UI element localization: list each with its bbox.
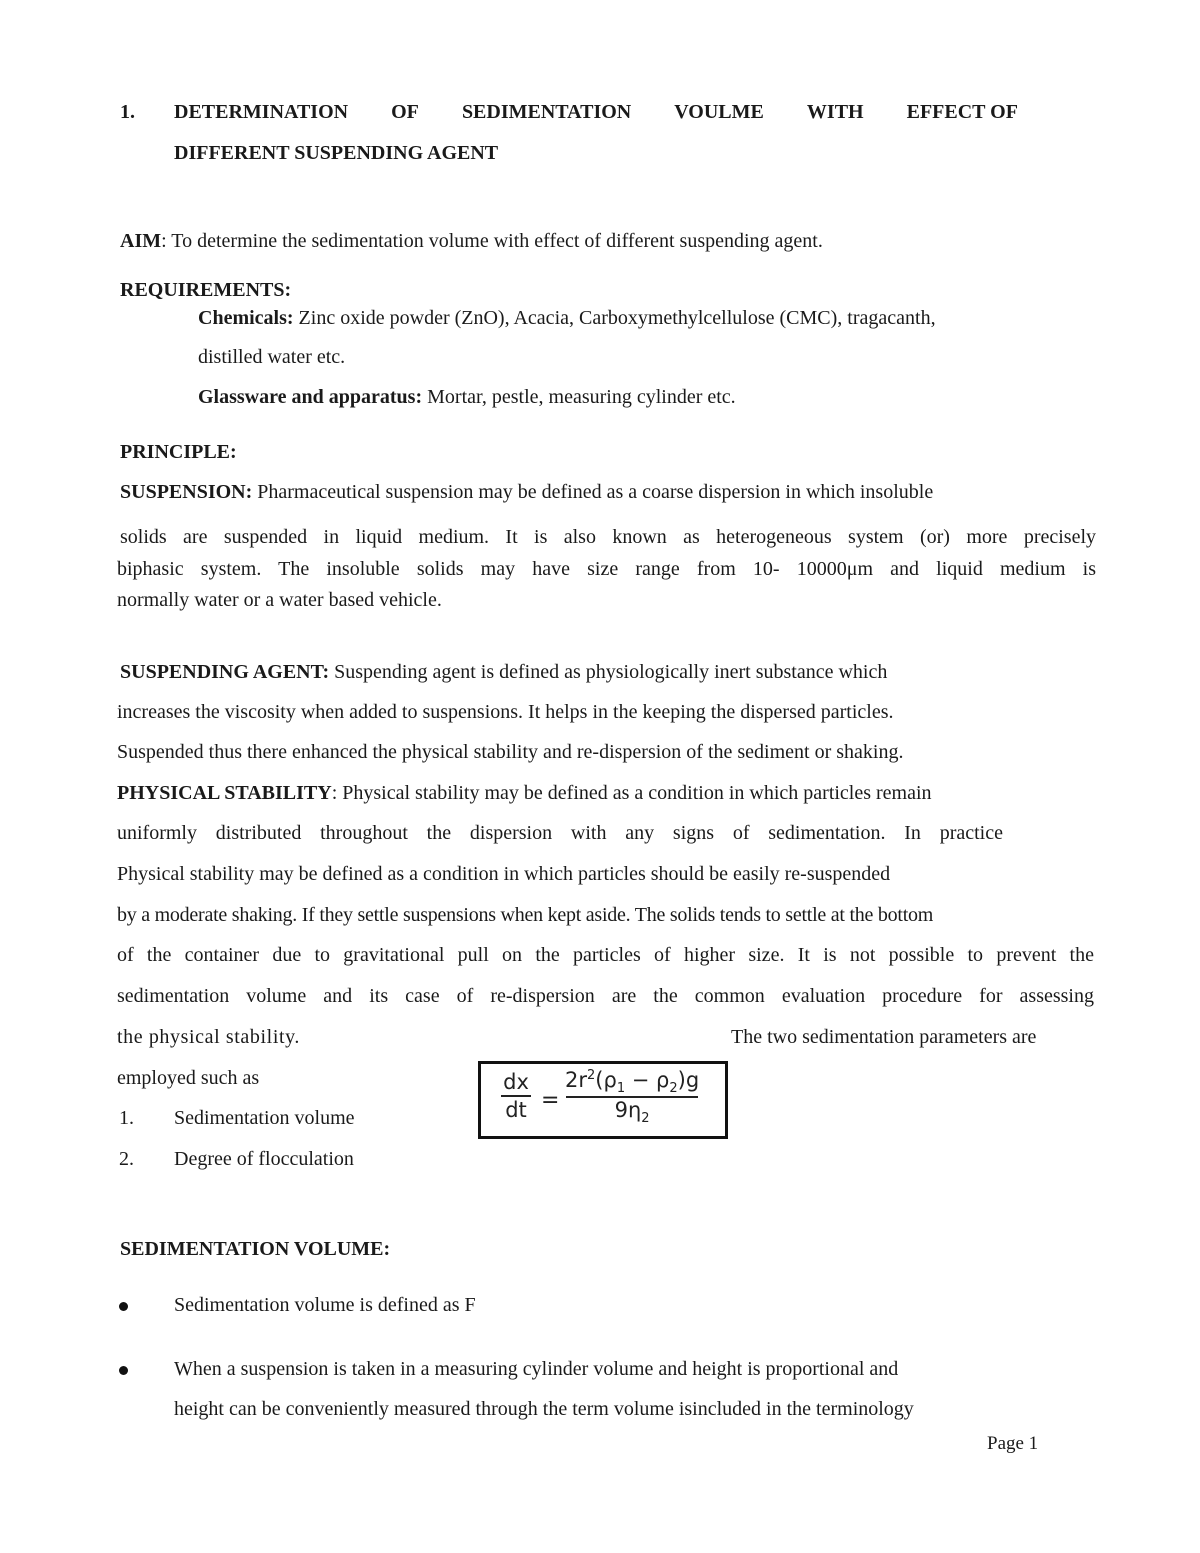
- aim-line: [120, 230, 823, 253]
- suspension-label: SUSPENSION:: [120, 481, 253, 503]
- list-item-number: 2.: [119, 1148, 134, 1170]
- suspension-text: Pharmaceutical suspension may be defined as a coarse dispersion in which insoluble: [252, 481, 934, 503]
- list-item: Degree of flocculation: [174, 1148, 354, 1170]
- chemicals-line2: distilled water etc.: [198, 346, 346, 368]
- suspending-agent-line3: Suspended thus there enhanced the physical stability and re-dispersion of the sediment or shaking.: [117, 741, 904, 763]
- heading-word: DETERMINATION: [174, 101, 349, 123]
- suspending-agent-label: SUSPENDING AGENT:: [120, 661, 330, 683]
- formula-lhs-fraction: [501, 1070, 531, 1122]
- physical-stability-line4: by a moderate shaking. If they settle suspensions when kept aside. The solids tends to settle at the bottom: [117, 904, 934, 926]
- formula-rhs-denominator: $9\eta_2$: [614, 1098, 650, 1127]
- principle-label: PRINCIPLE:: [120, 441, 237, 463]
- chemicals-text: Zinc oxide powder (ZnO), Acacia, Carboxymethylcellulose (CMC), tragacanth,: [293, 307, 936, 329]
- suspending-agent-line1: [120, 661, 887, 684]
- aim-text: : To determine the sedimentation volume with effect of different suspending agent.: [161, 230, 823, 252]
- physical-stability-line7a: the physical stability.: [117, 1026, 301, 1048]
- bullet-icon: [119, 1366, 128, 1375]
- aim-label: AIM: [120, 230, 162, 252]
- physical-stability-text: : Physical stability may be defined as a condition in which particles remain: [331, 782, 932, 804]
- suspension-line2: solids are suspended in liquid medium. It is also known as heterogeneous system (or) more precisely: [120, 526, 1096, 548]
- physical-stability-line8: employed such as: [117, 1067, 260, 1089]
- heading-line1: [174, 101, 1018, 124]
- heading-word: WITH: [806, 101, 864, 123]
- suspension-line3: biphasic system. The insoluble solids may have size range from 10- 10000μm and liquid medium is: [117, 558, 1096, 580]
- requirements-label: REQUIREMENTS:: [120, 279, 292, 301]
- suspension-line1: [120, 481, 933, 504]
- physical-stability-line7b: The two sedimentation parameters are: [731, 1026, 1037, 1048]
- formula-lhs-denominator: dt: [505, 1098, 527, 1122]
- suspending-agent-line2: increases the viscosity when added to suspensions. It helps in the keeping the dispersed particles.: [117, 701, 894, 723]
- heading-word: OF: [391, 101, 419, 123]
- heading-word: EFFECT OF: [906, 101, 1018, 123]
- formula-rhs-fraction: [565, 1068, 699, 1126]
- heading-word: SEDIMENTATION: [461, 101, 632, 123]
- bullet-item-continuation: height can be conveniently measured through the term volume isincluded in the terminology: [174, 1398, 914, 1420]
- stokes-formula-box: [478, 1061, 728, 1139]
- physical-stability-label: PHYSICAL STABILITY: [117, 782, 332, 804]
- formula-lhs-numerator: dx: [503, 1070, 529, 1094]
- suspending-agent-text: Suspending agent is defined as physiologically inert substance which: [329, 661, 888, 683]
- formula-equals: =: [541, 1088, 560, 1113]
- formula-rhs-numerator: $2r^2(\rho_1 - \rho_2)g$: [565, 1068, 700, 1097]
- list-item-number: 1.: [119, 1107, 134, 1129]
- physical-stability-line2: uniformly distributed throughout the dispersion with any signs of sedimentation. In practice: [117, 822, 1003, 844]
- chemicals-line: [198, 307, 936, 330]
- list-item: Sedimentation volume: [174, 1107, 355, 1129]
- physical-stability-line5: of the container due to gravitational pull on the particles of higher size. It is not possible to prevent the: [117, 944, 1094, 966]
- physical-stability-line3: Physical stability may be defined as a condition in which particles should be easily re-suspended: [117, 863, 891, 885]
- page-number: Page 1: [987, 1433, 1039, 1454]
- chemicals-label: Chemicals:: [198, 307, 294, 329]
- suspension-line4: normally water or a water based vehicle.: [117, 589, 442, 611]
- bullet-item: When a suspension is taken in a measuring cylinder volume and height is proportional and: [174, 1358, 899, 1380]
- sedimentation-volume-label: SEDIMENTATION VOLUME:: [120, 1238, 391, 1260]
- bullet-item: Sedimentation volume is defined as F: [174, 1294, 476, 1316]
- physical-stability-line6: sedimentation volume and its case of re-dispersion are the common evaluation procedure for assessing: [117, 985, 1094, 1007]
- glassware-label: Glassware and apparatus:: [198, 386, 423, 408]
- heading-word: VOULME: [674, 101, 764, 123]
- bullet-icon: [119, 1302, 128, 1311]
- glassware-line: [198, 386, 736, 409]
- heading-line2: DIFFERENT SUSPENDING AGENT: [174, 142, 499, 164]
- physical-stability-line1: [117, 782, 932, 805]
- heading-number: 1.: [120, 101, 135, 123]
- glassware-text: Mortar, pestle, measuring cylinder etc.: [422, 386, 736, 408]
